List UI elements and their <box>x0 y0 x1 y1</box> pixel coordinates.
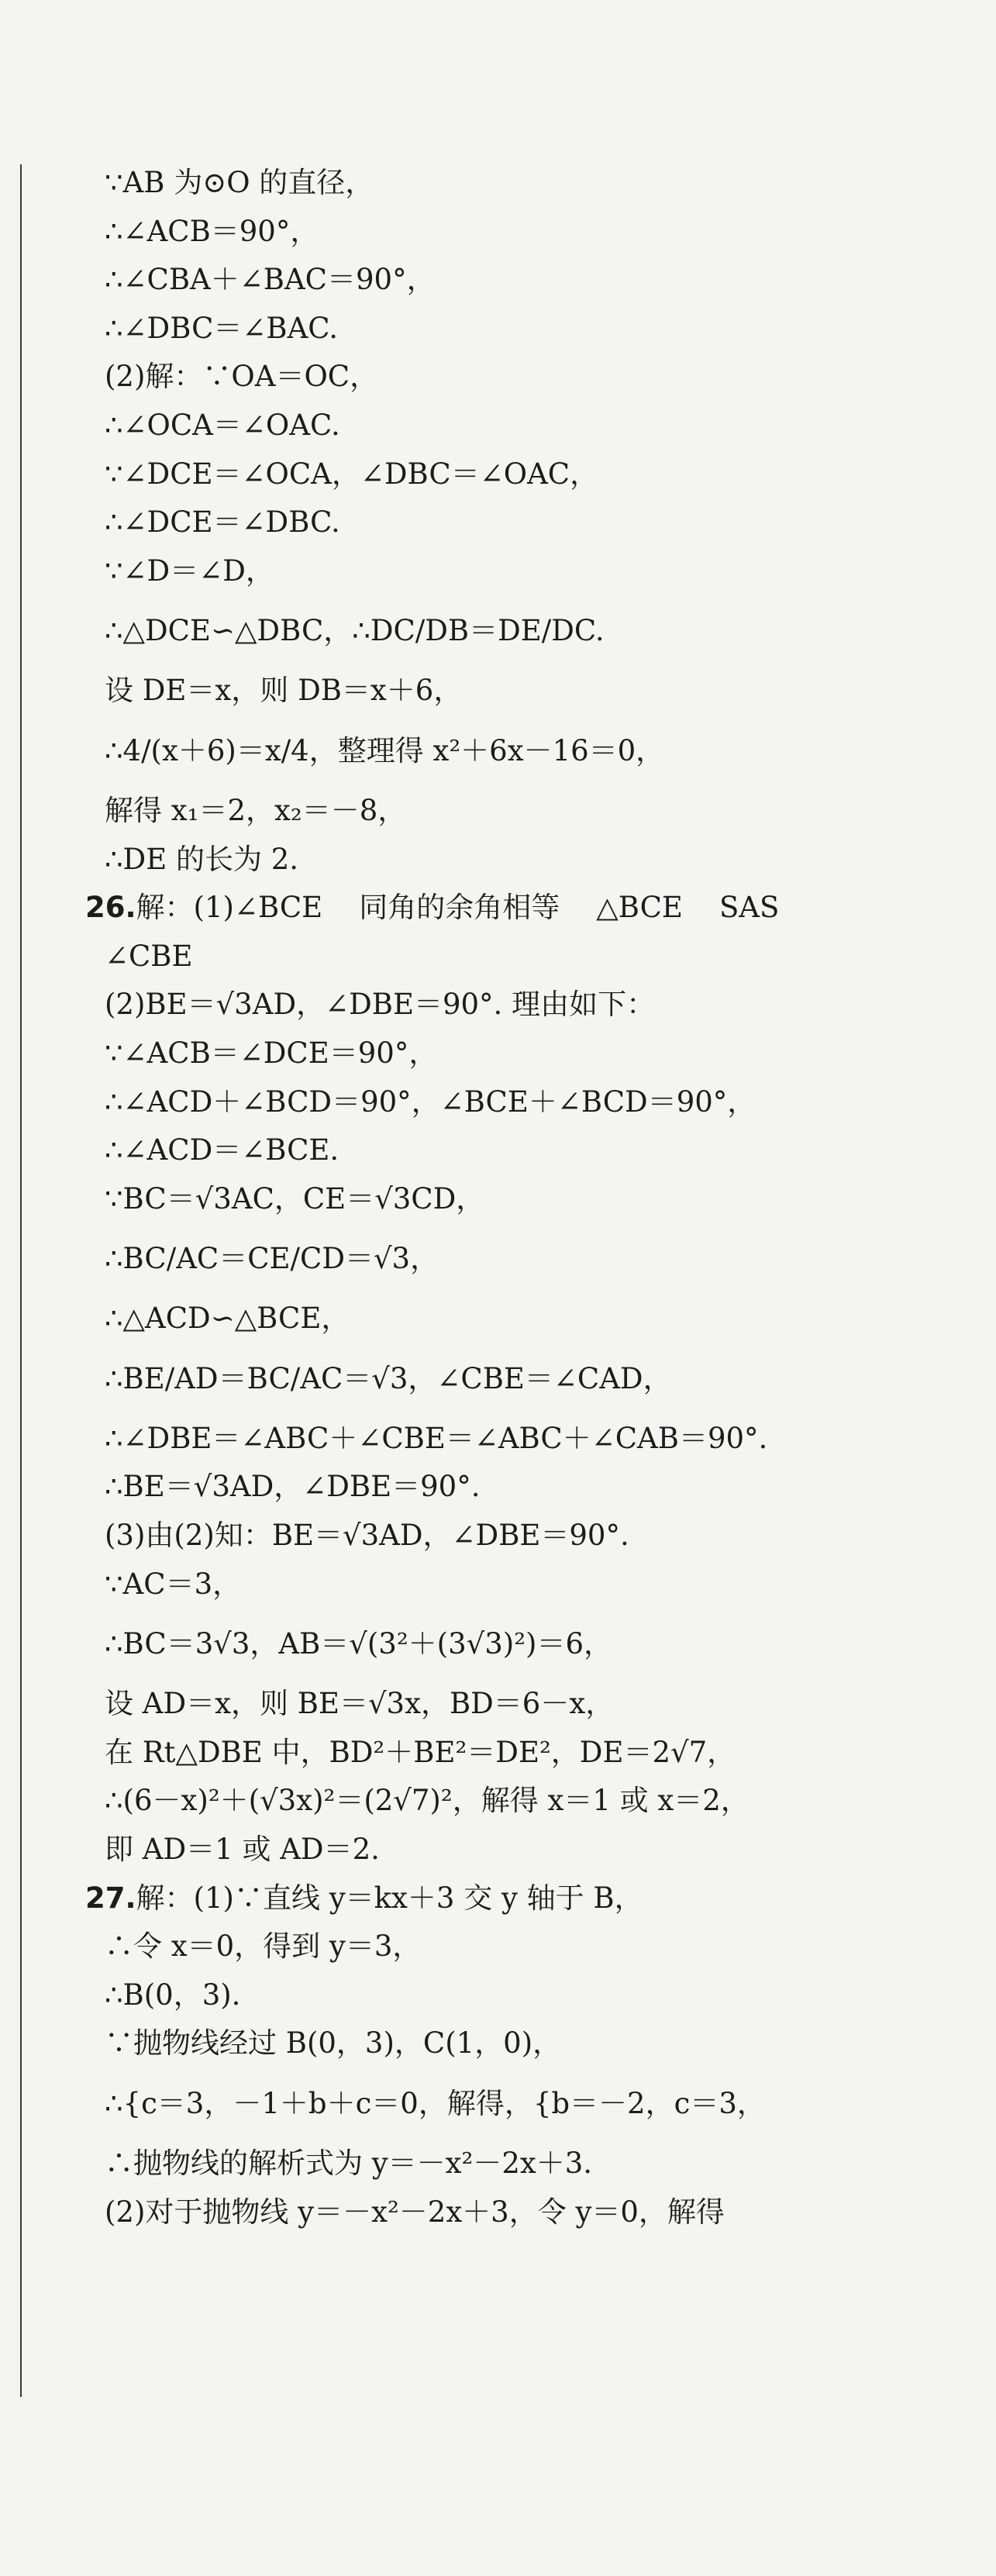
question-number: 26. <box>85 891 136 925</box>
line-text: 设 DE＝x，则 DB＝x＋6， <box>105 674 463 708</box>
line-text: (2)解：∵OA＝OC， <box>105 360 379 394</box>
text-line <box>0 667 996 716</box>
line-text: ∵抛物线经过 B(0，3)，C(1，0)， <box>105 2026 562 2060</box>
line-text: ∴∠ACB＝90°， <box>105 214 319 248</box>
text-line <box>0 933 996 981</box>
text-line <box>0 1223 996 1295</box>
text-line <box>0 159 996 208</box>
line-text: ∴∠DBC＝∠BAC. <box>105 311 339 345</box>
answer-text <box>0 159 996 2236</box>
text-line <box>0 1415 996 1464</box>
text-line <box>0 884 996 933</box>
text-line <box>0 1609 996 1680</box>
line-text: ∴△ACD∽△BCE， <box>105 1302 350 1336</box>
line-text: ∴BE＝√3AD，∠DBE＝90°. <box>105 1470 481 1504</box>
line-text: (2)BE＝√3AD，∠DBE＝90°. 理由如下： <box>105 988 656 1022</box>
line-text: ∴(6－x)²＋(√3x)²＝(2√7)²，解得 x＝1 或 x＝2， <box>105 1784 750 1818</box>
text-line <box>0 547 996 596</box>
text-line <box>0 836 996 885</box>
text-line <box>0 1463 996 1512</box>
line-text: ∴∠ACD＋∠BCD＝90°，∠BCE＋∠BCD＝90°， <box>105 1085 756 1119</box>
text-line <box>0 2068 996 2140</box>
line-text: ∴B(0，3). <box>105 1978 241 2012</box>
line-text: ∵∠ACB＝∠DCE＝90°， <box>105 1036 438 1070</box>
text-line <box>0 1126 996 1175</box>
text-line <box>0 1777 996 1826</box>
text-line <box>0 1560 996 1609</box>
line-text: ∴∠ACD＝∠BCE. <box>105 1133 339 1167</box>
text-line <box>0 1512 996 1560</box>
line-text: ∴∠DCE＝∠DBC. <box>105 505 340 540</box>
line-text: ∴∠CBA＋∠BAC＝90°， <box>105 263 436 297</box>
line-text: ∵∠D＝∠D， <box>105 553 274 588</box>
line-text: ∴令 x＝0，得到 y＝3， <box>105 1929 422 1964</box>
text-line <box>0 595 996 667</box>
text-line <box>0 1295 996 1343</box>
line-text: ∴BC＝3√3，AB＝√(3²＋(3√3)²)＝6， <box>105 1627 613 1661</box>
text-line <box>0 716 996 787</box>
line-text: ∴{c＝3，－1＋b＋c＝0，解得，{b＝－2，c＝3， <box>105 2087 766 2120</box>
text-line <box>0 1971 996 2020</box>
line-text: 解得 x₁＝2，x₂＝－8， <box>105 793 407 827</box>
text-line <box>0 2188 996 2237</box>
text-line <box>0 1680 996 1729</box>
text-line <box>0 1029 996 1078</box>
text-line <box>0 2140 996 2188</box>
line-text: 解：(1)∠BCE 同角的余角相等 △BCE SAS <box>136 891 780 925</box>
text-line <box>0 1343 996 1415</box>
text-line <box>0 1826 996 1874</box>
line-text: ∴∠DBE＝∠ABC＋∠CBE＝∠ABC＋∠CAB＝90°. <box>105 1421 768 1455</box>
text-line <box>0 1078 996 1127</box>
line-text: ∵∠DCE＝∠OCA，∠DBC＝∠OAC， <box>105 457 599 491</box>
text-line <box>0 1923 996 1971</box>
line-text: ∠CBE <box>105 939 193 973</box>
line-text: ∴BC/AC＝CE/CD＝√3， <box>105 1242 439 1276</box>
line-text: ∵AC＝3， <box>105 1567 242 1601</box>
text-line <box>0 2019 996 2068</box>
line-text: 即 AD＝1 或 AD＝2. <box>105 1833 380 1867</box>
line-text: ∴BE/AD＝BC/AC＝√3，∠CBE＝∠CAD， <box>105 1361 672 1395</box>
text-line <box>0 1874 996 1923</box>
line-text: ∴∠OCA＝∠OAC. <box>105 408 340 442</box>
text-line <box>0 208 996 257</box>
line-text: ∴△DCE∽△DBC，∴DC/DB＝DE/DC. <box>105 614 605 648</box>
line-text: ∵BC＝√3AC，CE＝√3CD， <box>105 1181 485 1216</box>
line-text: ∵AB 为⊙O 的直径， <box>105 166 374 199</box>
text-line <box>0 981 996 1029</box>
text-line <box>0 787 996 836</box>
line-text: (2)对于抛物线 y＝－x²－2x＋3，令 y＝0，解得 <box>105 2195 725 2229</box>
line-text: (3)由(2)知：BE＝√3AD，∠DBE＝90°. <box>105 1519 629 1553</box>
text-line <box>0 1729 996 1778</box>
text-line <box>0 305 996 353</box>
line-text: 在 Rt△DBE 中，BD²＋BE²＝DE²，DE＝2√7， <box>105 1735 736 1769</box>
text-line <box>0 256 996 305</box>
line-text: ∴抛物线的解析式为 y＝－x²－2x＋3. <box>105 2147 593 2180</box>
line-text: ∴DE 的长为 2. <box>105 842 299 876</box>
text-line <box>0 450 996 499</box>
text-line <box>0 353 996 402</box>
text-line <box>0 498 996 547</box>
line-text: ∴4/(x＋6)＝x/4，整理得 x²＋6x－16＝0， <box>105 733 665 767</box>
text-line <box>0 402 996 450</box>
line-text: 解：(1)∵直线 y＝kx＋3 交 y 轴于 B， <box>136 1881 643 1915</box>
question-number: 27. <box>85 1881 136 1915</box>
line-text: 设 AD＝x，则 BE＝√3x，BD＝6－x， <box>105 1687 615 1721</box>
text-line <box>0 1175 996 1224</box>
